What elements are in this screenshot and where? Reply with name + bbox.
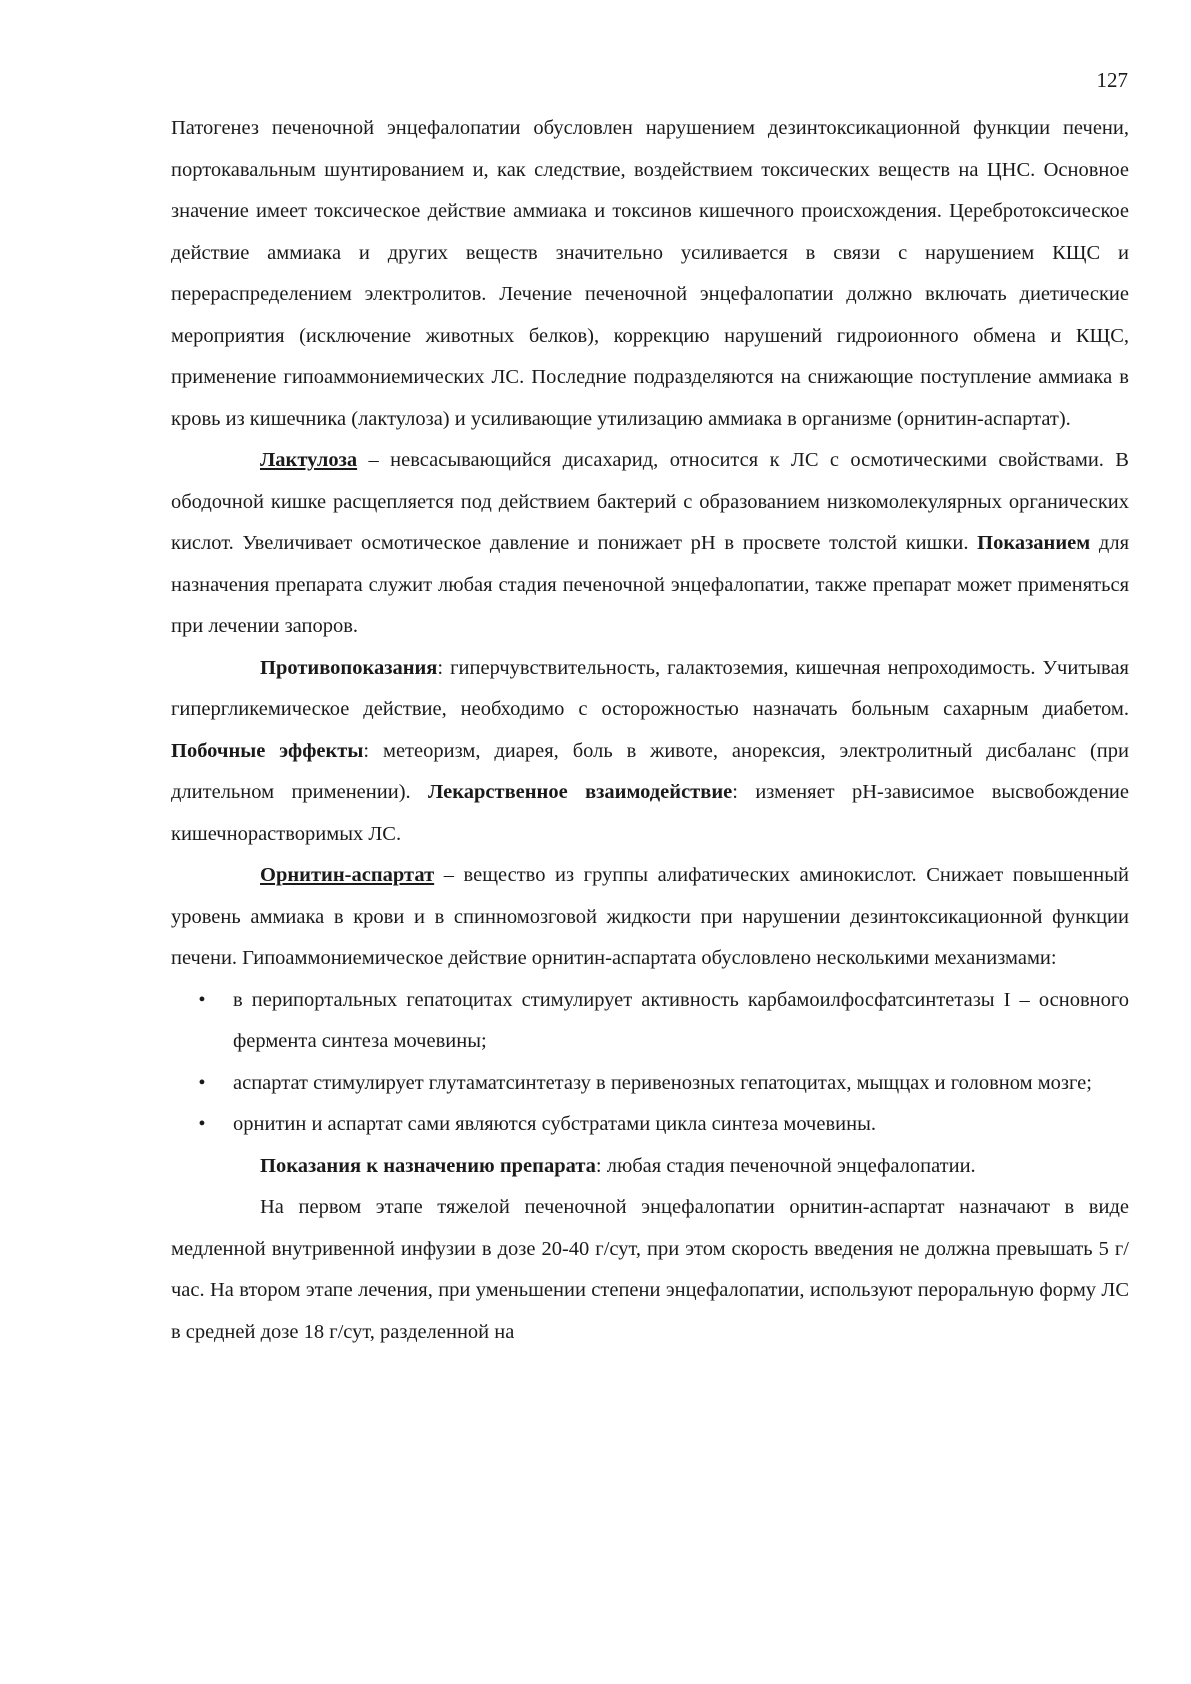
paragraph-lactulose [171, 440, 1129, 648]
bold-indications-title: Показания к назначению препарата [260, 1154, 596, 1177]
paragraph-dosing: На первом этапе тяжелой печеночной энцефалопатии орнитин-аспартат назначают в виде медленной внутривенной инфузии в дозе 20-40 г/сут, при этом скорость введения не должна превышать 5 г/час. На втором этапе лечения, при уменьшении степени энцефалопатии, используют пероральную форму ЛС в средней дозе 18 г/сут, разделенной на [171, 1196, 1129, 1343]
text-span: – вещество из группы алифатических аминокислот. Снижает повышенный уровень аммиака в крови и в спинномозговой жидкости при нарушении дезинтоксикационной функции печени. Гипоаммониемическое действие орнитин-аспартата обусловлено несколькими механизмами: [171, 864, 1129, 969]
list-item [171, 1063, 1129, 1105]
bold-side-effects: Побочные эффекты [171, 739, 364, 762]
term-ornithine-aspartate: Орнитин-аспартат [260, 864, 435, 886]
list-item-text: орнитин и аспартат сами являются субстратами цикла синтеза мочевины. [233, 1113, 876, 1135]
text-span: : метеоризм, диарея, боль в животе, анорексия, электролитный дисбаланс (при длительном применении). [171, 739, 1129, 803]
bullet-icon: • [198, 1071, 206, 1094]
text-span: : изменяет pH-зависимое высвобождение кишечнорастворимых ЛС. [171, 781, 1129, 845]
paragraph-pathogenesis: Патогенез печеночной энцефалопатии обусловлен нарушением дезинтоксикационной функции печени, портокавальным шунтированием и, как следствие, воздействием токсических веществ на ЦНС. Основное значение имеет токсическое действие аммиака и токсинов кишечного происхождения. Церебротоксическое действие аммиака и других веществ значительно усиливается в связи с нарушением КЩС и перераспределением электролитов. Лечение печеночной энцефалопатии должно включать диетические мероприятия (исключение животных белков), коррекцию нарушений гидроионного обмена и КЩС, применение гипоаммониемических ЛС. Последние подразделяются на снижающие поступление аммиака в кровь из кишечника (лактулоза) и усиливающие утилизацию аммиака в организме (орнитин-аспартат). [171, 117, 1129, 430]
list-item-text: в перипортальных гепатоцитах стимулирует активность карбамоилфосфатсинтетазы I – основного фермента синтеза мочевины; [233, 988, 1129, 1052]
term-lactulose: Лактулоза [260, 449, 358, 471]
text-span: : гиперчувствительность, галактоземия, кишечная непроходимость. Учитывая гипергликемическое действие, необходимо с осторожностью назначать больным сахарным диабетом. [171, 656, 1129, 720]
bold-drug-interaction: Лекарственное взаимодействие [428, 781, 733, 803]
mechanisms-list [171, 980, 1129, 1146]
bold-contraindications: Противопоказания [260, 656, 438, 679]
text-span: : любая стадия печеночной энцефалопатии. [595, 1154, 976, 1177]
body-text [171, 108, 1129, 1353]
bold-indication: Показанием [977, 532, 1091, 554]
paragraph-indications [171, 1146, 1129, 1188]
bullet-icon: • [198, 988, 206, 1011]
list-item [171, 980, 1129, 1063]
text-span: – невсасывающийся дисахарид, относится к ЛС с осмотическими свойствами. В ободочной кишке расщепляется под действием бактерий с образованием низкомолекулярных органических кислот. Увеличивает осмотическое давление и понижает pH в просвете толстой кишки. [171, 449, 1129, 554]
paragraph-ornithine [171, 855, 1129, 980]
paragraph-contraindications [171, 648, 1129, 856]
list-item [171, 1104, 1129, 1146]
text-span: для назначения препарата служит любая стадия печеночной энцефалопатии, также препарат может применяться при лечении запоров. [171, 532, 1129, 637]
list-item-text: аспартат стимулирует глутаматсинтетазу в перивенозных гепатоцитах, мыщцах и головном мозге; [233, 1071, 1092, 1094]
bullet-icon: • [198, 1113, 206, 1135]
page-number: 127 [1096, 68, 1128, 92]
